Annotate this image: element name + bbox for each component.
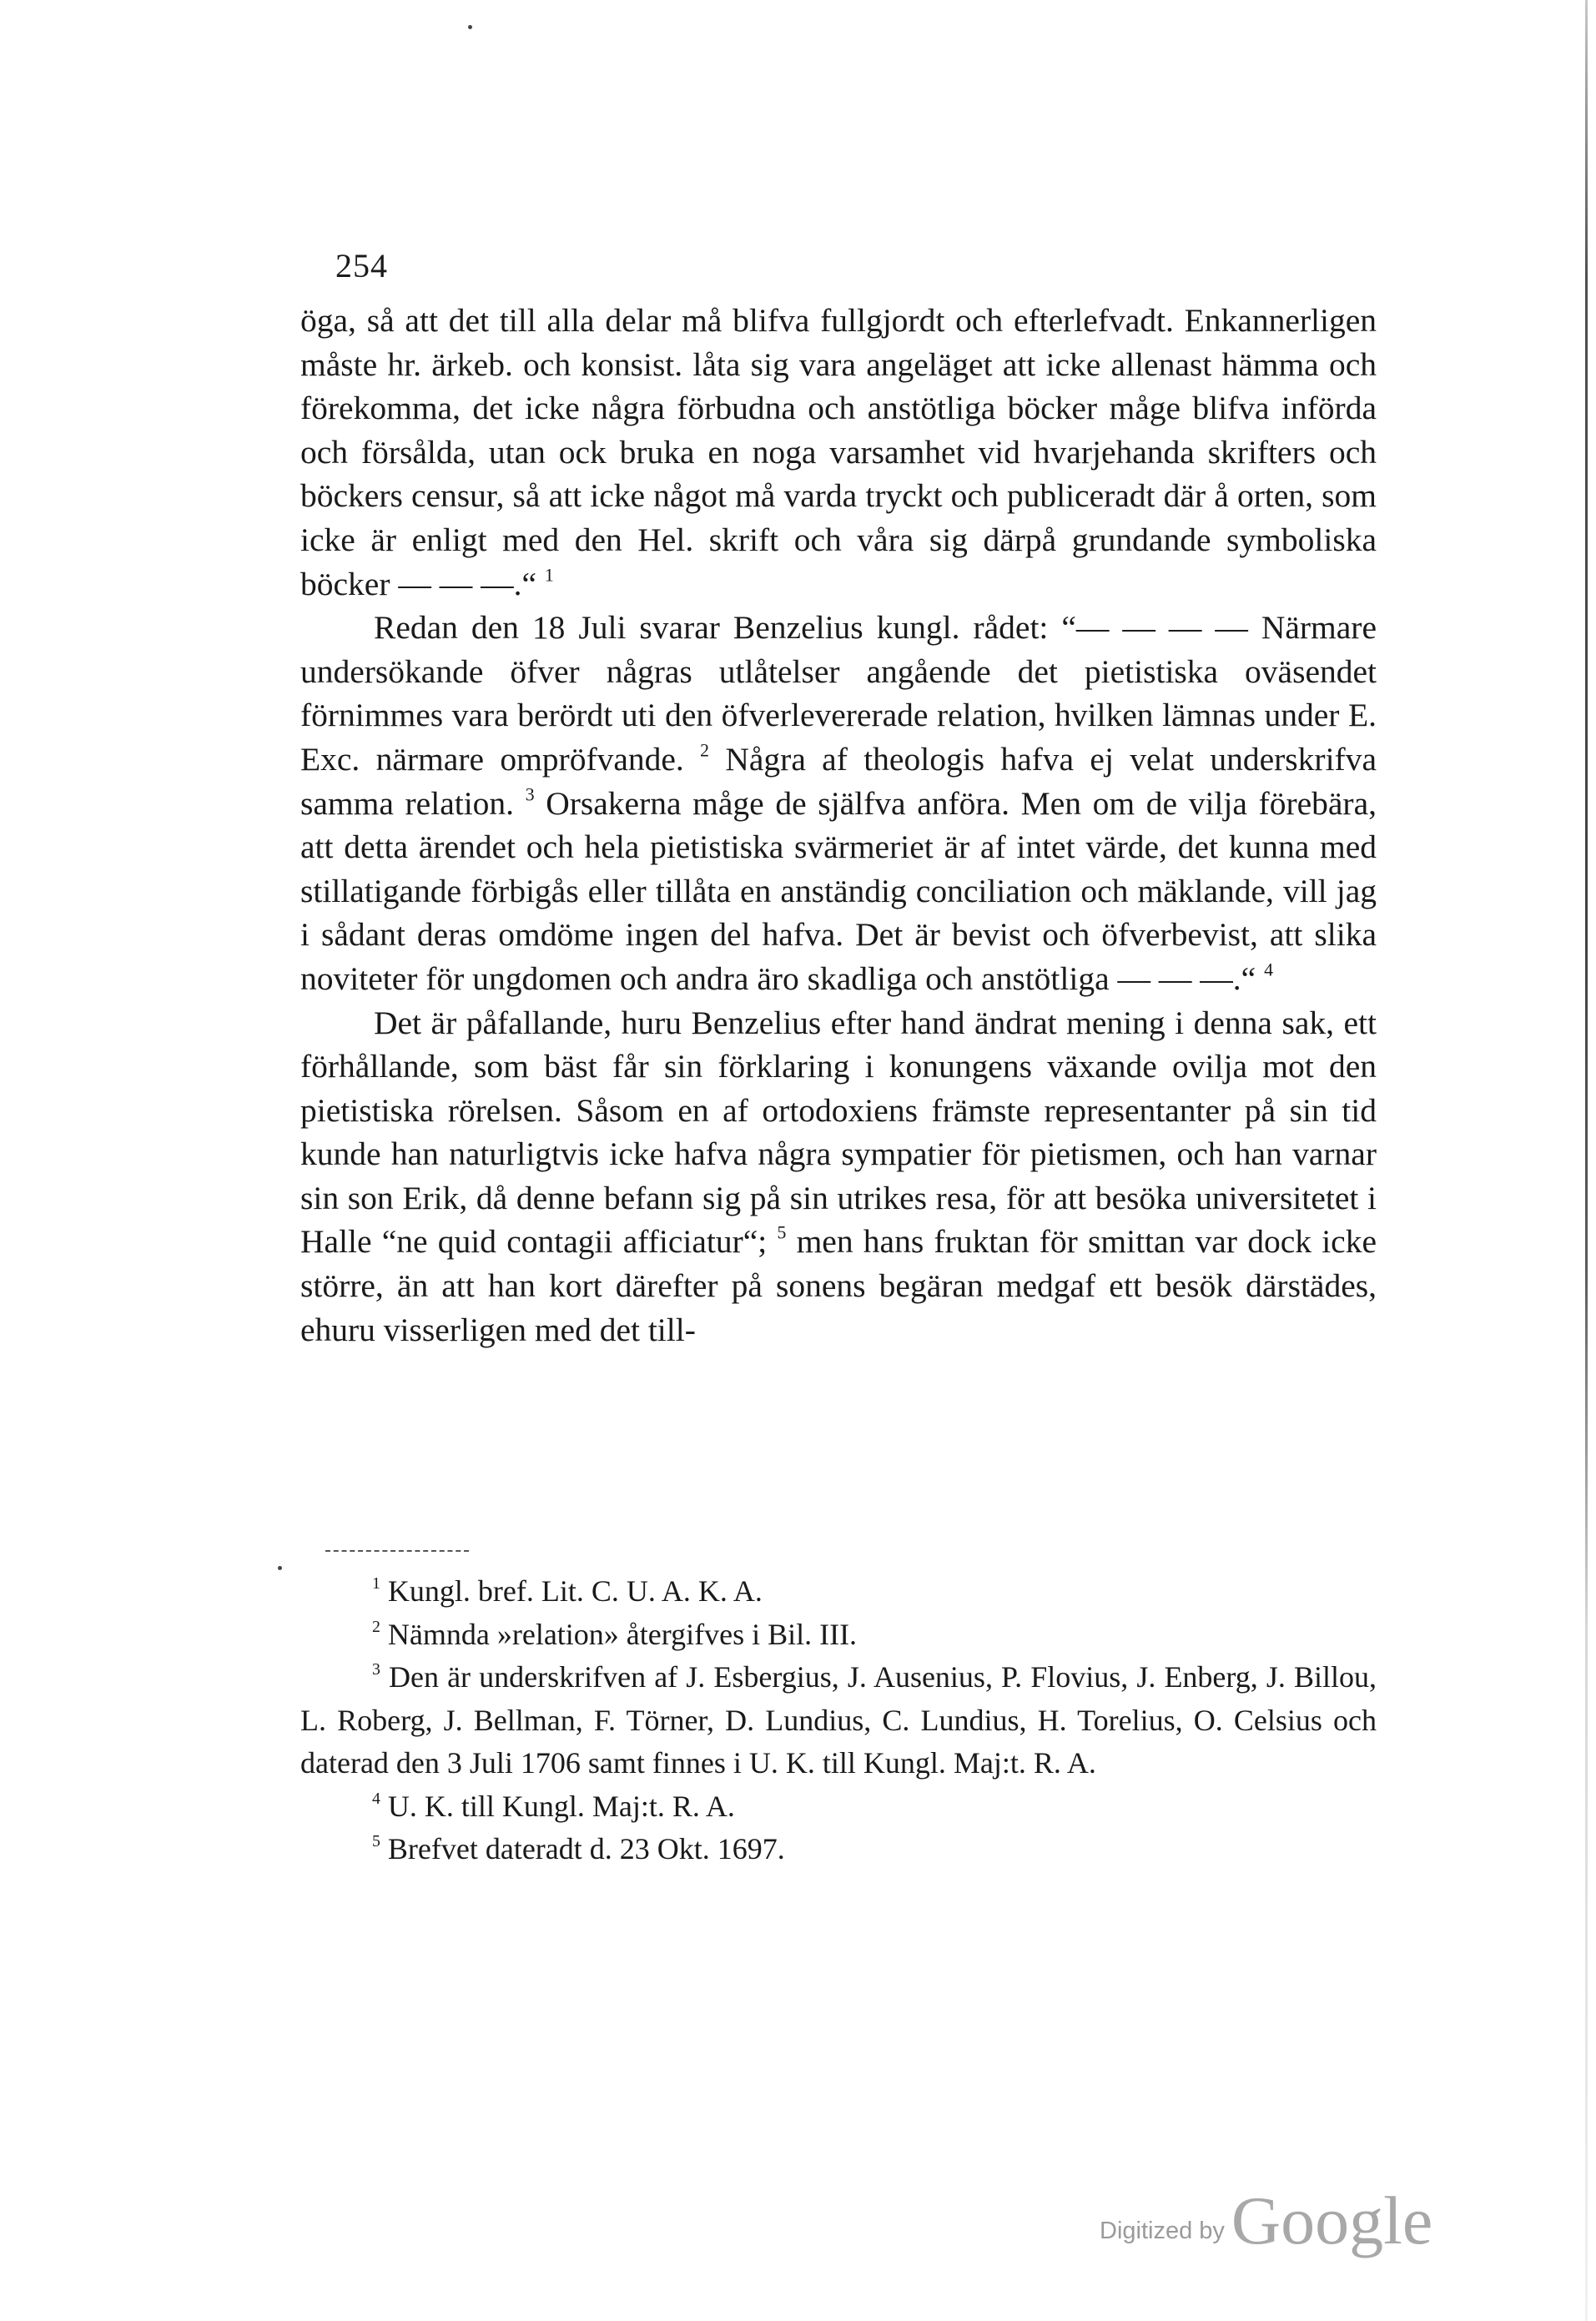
footnote-1: $^1$ Kungl. bref. Lit. C. U. A. K. A. [372,1574,763,1608]
footnote-ref-2: 2 [700,740,710,761]
footnote-ref-5: 5 [777,1223,787,1244]
paragraph-1: öga, så att det till alla delar må blifva fullgjordt och efterlefvadt. Enkannerligen måste hr. ärkeb. och konsist. låta sig vara angeläget att icke allenast hämma och förekomma, det icke några förbudna och anstötliga böcker måge blifva införda och försålda, utan ock bruka en noga varsamhet vid hvarjehanda skrifters och böckers censur, så att icke något må varda tryckt och publiceradt där å orten, som icke är enligt med den Hel. skrift och våra sig därpå grundande symboliska böcker — — —.“ $^1$ [300,302,1377,602]
scan-speck [278,1566,282,1570]
paragraph-2: Redan den 18 Juli svarar Benzelius kungl. rådet: “— — — — Närmare undersökande öfver någras utlåtelser angående det pietistiska oväsendet förnimmes vara berördt uti den öfverlevererade relation, hvilken lämnas under E. Exc. närmare ompröfvande. $^2$ Några af theologis hafva ej velat underskrifva samma relation. $^3$ Orsakerna måge de själfva anföra. Men om de vilja förebära, att detta ärendet och hela pietistiska svärmeriet är af intet värde, det kunna med stillatigande förbigås eller tillåta en anständig conciliation och mäklande, vill jag i sådant deras omdöme ingen del hafva. Det är bevist och öfverbevist, att slika noviteter för ungdomen och andra äro skadliga och anstötliga — — —.“ $^4$ [300,609,1377,997]
footnote-ref-1: 1 [544,565,554,586]
body-text [300,299,1377,1352]
scan-edge [1585,0,1588,2321]
footnote-separator [325,1550,469,1552]
digitized-watermark [1100,2182,1432,2260]
scan-speck [468,25,472,29]
footnote-3: $^3$ Den är underskrifven af J. Esbergius, J. Ausenius, P. Flovius, J. Enberg, J. Billou, L. Roberg, J. Bellman, F. Törner, D. Lundius, C. Lundius, H. Torelius, O. Celsius och daterad den 3 Juli 1706 samt finnes i U. K. till Kungl. Maj:t. R. A. [300,1660,1377,1780]
footnote-5: $^5$ Brefvet dateradt d. 23 Okt. 1697. [372,1832,785,1865]
page-number: 254 [335,247,388,284]
digitized-by-label: Digitized by [1100,2218,1225,2244]
footnote-4: $^4$ U. K. till Kungl. Maj:t. R. A. [372,1789,735,1823]
footnotes [300,1570,1377,1871]
paragraph-3: Det är påfallande, huru Benzelius efter hand ändrat mening i denna sak, ett förhållande, som bäst får sin förklaring i konungens växande ovilja mot den pietistiska rörelsen. Såsom en af ortodoxiens främste representanter på sin tid kunde han naturligtvis icke hafva några sympatier för pietismen, och han varnar sin son Erik, då denne befann sig på sin utrikes resa, för att besöka universitetet i Halle “ne quid contagii afficiatur“; $^5$ men hans fruktan för smittan var dock icke större, än att han kort därefter på sonens begäran medgaf ett besök därstädes, ehuru visserligen med det till- [300,1004,1377,1348]
footnote-ref-3: 3 [525,784,535,805]
footnote-ref-4: 4 [1264,959,1273,980]
google-logo: Google [1231,2183,1433,2258]
footnote-2: $^2$ Nämnda »relation» återgifves i Bil. III. [372,1617,858,1651]
